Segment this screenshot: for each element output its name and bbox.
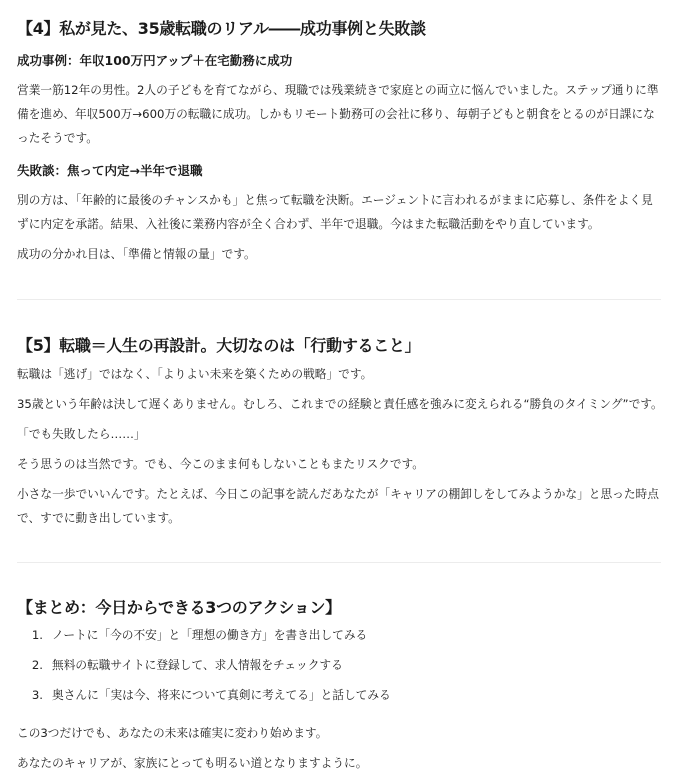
- summary-paragraph: この3つだけでも、あなたの未来は確実に変わり始めます。: [17, 726, 328, 740]
- section-5-paragraph: 小さな一歩でいいんです。たとえば、今日この記事を読んだあなたが「キャリアの棚卸しをしてみようかな」と思った時点で、すでに動き出しています。: [17, 487, 659, 525]
- section-4-heading: 【4】私が見た、35歳転職のリアル――成功事例と失敗談: [17, 19, 426, 38]
- section-5-paragraph: そう思うのは当然です。でも、今このまま何もしないこともまたリスクです。: [17, 457, 424, 471]
- success-case-body: 営業一筋12年の男性。2人の子どもを育てながら、現職では残業続きで家庭との両立に悩んでいました。ステップ通りに準備を進め、年収500万→600万の転職に成功。しかもリモート勤務可の会社に移り、毎朝子どもと朝食をとるのが日課になったそうです。: [17, 83, 659, 145]
- list-item-text: ノートに「今の不安」と「理想の働き方」を書き出してみる: [52, 628, 368, 642]
- section-5-heading: 【5】転職＝人生の再設計。大切なのは「行動すること」: [17, 336, 421, 355]
- section-divider: [17, 299, 661, 300]
- list-number: 2.: [31, 658, 43, 672]
- action-list-item: [17, 656, 657, 674]
- section-5-paragraph: 35歳という年齢は決して遅くありません。むしろ、これまでの経験と責任感を強みに変えられる“勝負のタイミング”です。: [17, 397, 663, 411]
- list-item-text: 無料の転職サイトに登録して、求人情報をチェックする: [52, 658, 343, 672]
- section-4-closing: 成功の分かれ目は、「準備と情報の量」です。: [17, 247, 256, 261]
- action-list-item: [17, 686, 657, 704]
- section-5-paragraph: 転職は「逃げ」ではなく、「よりよい未来を築くための戦略」です。: [17, 367, 373, 381]
- section-divider: [17, 562, 661, 563]
- section-5-paragraph: 「でも失敗したら……」: [17, 427, 146, 441]
- summary-paragraph: あなたのキャリアが、家族にとっても明るい道となりますように。: [17, 756, 368, 770]
- action-list-item: [17, 626, 657, 644]
- list-number: 1.: [31, 628, 43, 642]
- failure-case-body: 別の方は、「年齢的に最後のチャンスかも」と焦って転職を決断。エージェントに言われるがままに応募し、条件をよく見ずに内定を承諾。結果、入社後に業務内容が全く合わず、半年で退職。今はまた転職活動をやり直しています。: [17, 193, 653, 231]
- list-item-text: 奥さんに「実は今、将来について真剣に考えてる」と話してみる: [52, 688, 391, 702]
- success-case-heading: 成功事例：年収100万円アップ＋在宅勤務に成功: [17, 53, 293, 68]
- list-number: 3.: [31, 688, 43, 702]
- failure-case-heading: 失敗談：焦って内定→半年で退職: [17, 163, 203, 178]
- summary-heading: 【まとめ：今日からできる3つのアクション】: [17, 598, 341, 617]
